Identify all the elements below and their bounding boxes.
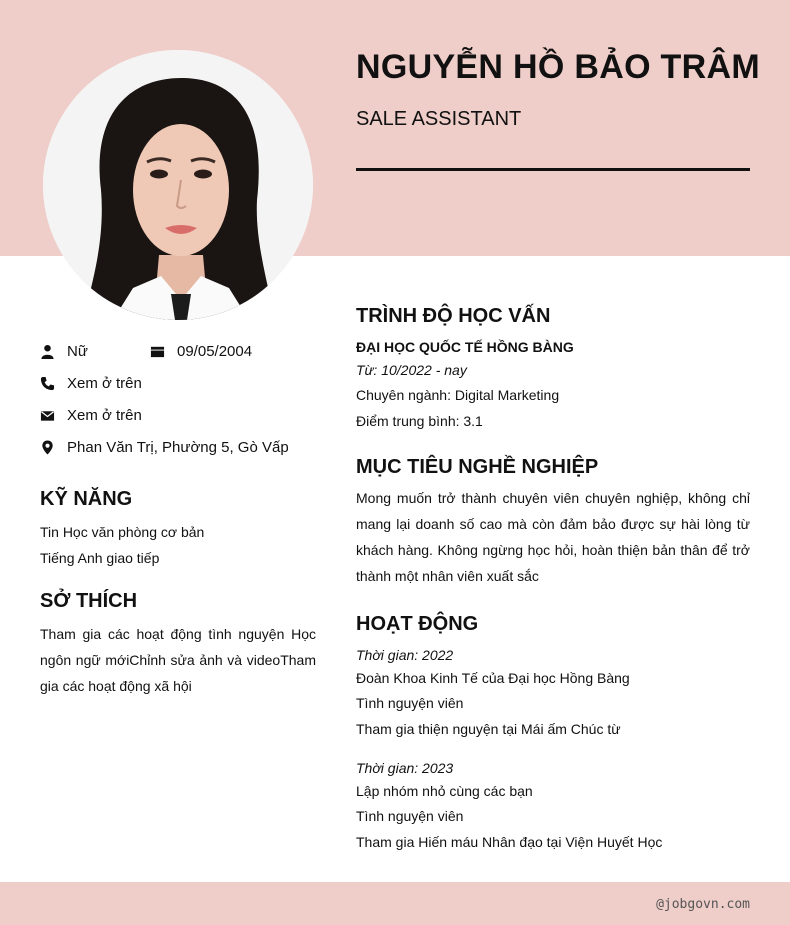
skill-item: Tin Học văn phòng cơ bản bbox=[40, 524, 205, 540]
calendar-icon bbox=[150, 344, 165, 359]
job-title: SALE ASSISTANT bbox=[356, 108, 522, 130]
school-name: ĐẠI HỌC QUỐC TẾ HỒNG BÀNG bbox=[356, 339, 574, 355]
objective-text: Mong muốn trở thành chuyên viên chuyên nghiệp, không chỉ mang lại doanh số cao mà còn đảm bảo được sự hài lòng từ khách hàng. Không ngừng học hỏi, hoàn thiện bản thân để trở thành một nhân viên xuất sắc bbox=[356, 490, 750, 584]
phone-value: Xem ở trên bbox=[67, 375, 142, 392]
activity-role: Tình nguyện viên bbox=[356, 695, 464, 711]
activities-heading: HOẠT ĐỘNG bbox=[356, 613, 479, 635]
address-row bbox=[40, 439, 289, 456]
activity-period: Thời gian: 2022 bbox=[356, 647, 454, 663]
education-period: Từ: 10/2022 - nay bbox=[356, 362, 467, 378]
activity-organization: Đoàn Khoa Kinh Tế của Đại học Hồng Bàng bbox=[356, 670, 630, 686]
portrait-illustration bbox=[43, 50, 313, 320]
footer-site: @jobgovn.com bbox=[656, 897, 750, 912]
birthdate-value: 09/05/2004 bbox=[177, 343, 253, 360]
hobbies-text: Tham gia các hoạt động tình nguyện Học ngôn ngữ mớiChỉnh sửa ảnh và videoTham gia các hoạt động xã hội bbox=[40, 626, 316, 694]
activity-organization: Lập nhóm nhỏ cùng các bạn bbox=[356, 783, 533, 799]
phone-icon bbox=[40, 376, 55, 391]
gender-value: Nữ bbox=[67, 343, 88, 360]
activity-description: Tham gia thiện nguyện tại Mái ấm Chúc từ bbox=[356, 721, 621, 737]
education-major: Chuyên ngành: Digital Marketing bbox=[356, 387, 560, 403]
gender-row bbox=[40, 343, 88, 360]
objective-heading: MỤC TIÊU NGHỀ NGHIỆP bbox=[356, 456, 599, 478]
title-divider bbox=[356, 168, 750, 171]
phone-row bbox=[40, 375, 142, 392]
hobbies-heading: SỞ THÍCH bbox=[40, 590, 138, 612]
profile-photo bbox=[43, 50, 313, 320]
birthdate-row bbox=[150, 343, 252, 360]
skills-heading: KỸ NĂNG bbox=[40, 488, 133, 510]
email-value: Xem ở trên bbox=[67, 407, 142, 424]
person-icon bbox=[40, 344, 55, 359]
envelope-icon bbox=[40, 408, 55, 423]
activity-description: Tham gia Hiến máu Nhân đạo tại Viện Huyết Học bbox=[356, 834, 663, 850]
activity-role: Tình nguyện viên bbox=[356, 808, 464, 824]
skill-item: Tiếng Anh giao tiếp bbox=[40, 550, 160, 566]
candidate-name: NGUYỄN HỒ BẢO TRÂM bbox=[356, 48, 760, 86]
activity-period: Thời gian: 2023 bbox=[356, 760, 454, 776]
education-gpa: Điểm trung bình: 3.1 bbox=[356, 413, 483, 429]
address-value: Phan Văn Trị, Phường 5, Gò Vấp bbox=[67, 439, 289, 456]
location-pin-icon bbox=[40, 440, 55, 455]
email-row bbox=[40, 407, 142, 424]
education-heading: TRÌNH ĐỘ HỌC VẤN bbox=[356, 305, 551, 327]
